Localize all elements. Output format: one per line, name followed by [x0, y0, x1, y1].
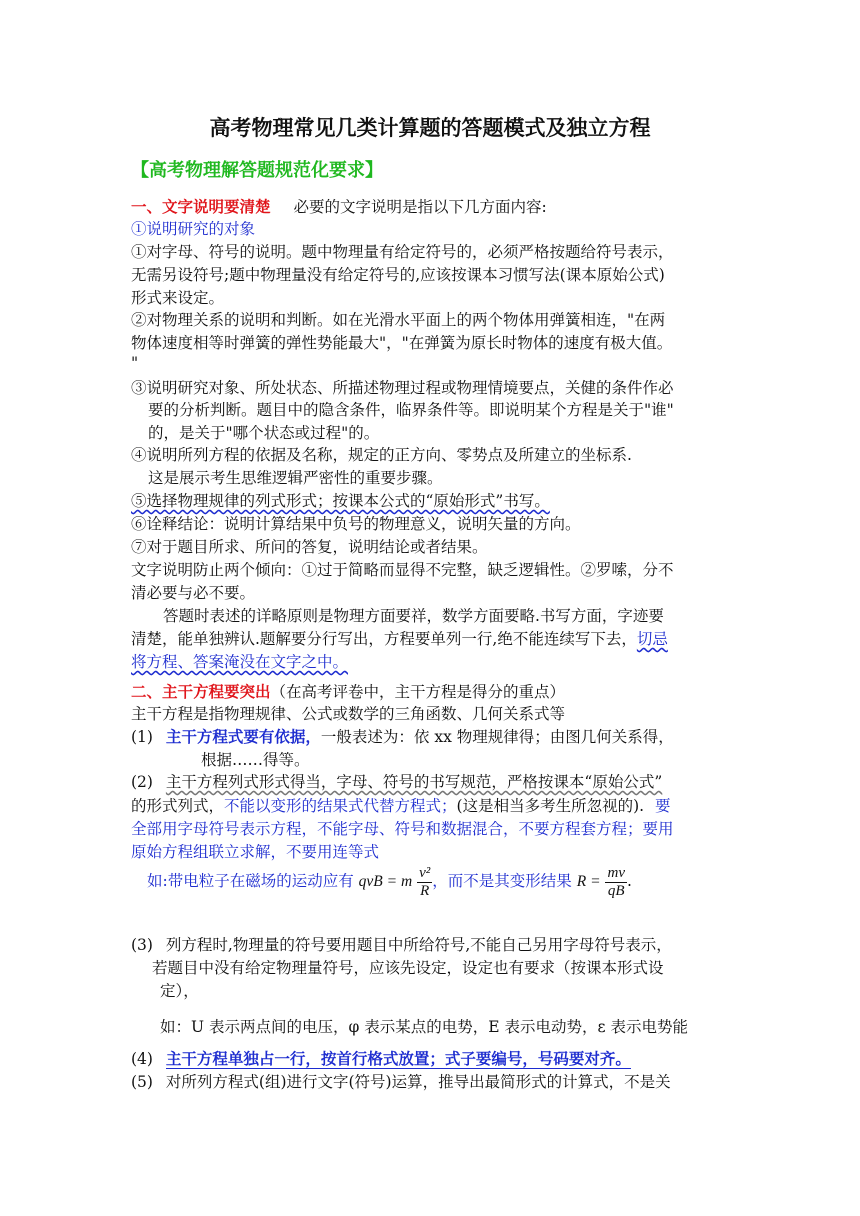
s1-line: 的，是关于"哪个状态或过程"的。: [148, 424, 380, 442]
s1-line: 要的分析判断。题目中的隐含条件，临界条件等。即说明某个方程是关于"谁": [148, 401, 674, 419]
formula-example: 如:带电粒子在磁场的运动应有 qvB = m $\frac{\text{v²}}{R}$ ，而不是其变形结果 R = $\frac{mv}{qB}$ .: [147, 864, 632, 899]
s1-line: [131, 490, 741, 512]
s2-line: 定），: [160, 982, 199, 1000]
s2-line: 原始方程组联立求解，不要用连等式: [131, 843, 380, 861]
section-heading: 【高考物理解答题规范化要求】: [131, 160, 383, 181]
s2-point-bold: 主干方程式要有依据，: [165, 728, 321, 746]
s2-text: (这是相当多考生所忽视的).: [456, 797, 645, 815]
s1-line: ①说明研究的对象: [131, 220, 256, 238]
s2-line: 如：U 表示两点间的电压，φ 表示某点的电势，E 表示电动势，ε 表示电势能: [160, 1018, 688, 1036]
s1-heading-line: [131, 196, 741, 218]
example-text: 如:带电粒子在磁场的运动应有: [147, 872, 354, 890]
s2-text: 的形式列式，: [131, 797, 225, 815]
s2-point-1: [131, 726, 741, 748]
s2-text-blue: 不能以变形的结果式代替方程式；: [224, 797, 457, 815]
s2-point-number: (1): [131, 728, 153, 746]
s1-line: 无需另设符号;题中物理量没有给定符号的,应该按课本习惯写法(课本原始公式): [131, 266, 665, 284]
s2-text-blue: 要: [655, 797, 671, 815]
s1-line: 答题时表述的详略原则是物理方面要祥，数学方面要略.书写方面，字迹要: [163, 607, 664, 625]
s1-line: ④说明所列方程的依据及名称，规定的正方向、零势点及所建立的坐标系.: [131, 446, 632, 464]
s2-line: [131, 795, 741, 817]
document-title: 高考物理常见几类计算题的答题模式及独立方程: [209, 116, 651, 140]
s1-emphasis: 将方程、答案淹没在文字之中。: [131, 653, 349, 671]
s2-point-5: [131, 1071, 741, 1093]
s1-line: ⑥诠释结论：说明计算结果中负号的物理意义，说明矢量的方向。: [131, 515, 581, 533]
example-text: ，而不是其变形结果: [432, 872, 572, 890]
s2-point-4: [131, 1048, 741, 1070]
s2-point-number: (2): [131, 773, 153, 791]
s2-point-bold: 主干方程单独占一行，按首行格式放置；式子要编号，号码要对齐。: [165, 1050, 631, 1068]
formula-numerator: mv: [607, 864, 625, 881]
s2-heading-note: （在高考评卷中，主干方程是得分的重点）: [270, 683, 566, 701]
s1-line: ③说明研究对象、所处状态、所描述物理过程或物理情境要点，关健的条件作必: [131, 379, 674, 397]
s1-line: ②对物理关系的说明和判断。如在光滑水平面上的两个物体用弹簧相连，"在两: [131, 311, 666, 329]
s2-heading-line: [131, 681, 741, 703]
s2-line: 全部用字母符号表示方程，不能字母、符号和数据混合，不要方程套方程；要用: [131, 820, 674, 838]
s1-line: [131, 651, 741, 673]
s1-line: ⑦对于题目所求、所问的答复，说明结论或者结果。: [131, 538, 488, 556]
s2-point-text: 对所列方程式(组)进行文字(符号)运算，推导出最简形式的计算式，不是关: [165, 1073, 671, 1091]
formula-lhs: qvB = m: [358, 873, 413, 890]
s1-line: ": [131, 354, 139, 372]
s2-line: 根据……得等。: [201, 751, 310, 769]
formula-denominator: qB: [607, 882, 625, 899]
s1-emphasis: 切忌: [636, 630, 668, 648]
s1-line: ①对字母、符号的说明。题中物理量有给定符号的，必须严格按题给符号表示，: [131, 243, 674, 261]
formula-lhs: R =: [576, 873, 601, 890]
s2-point-3: [131, 934, 741, 956]
formula-numerator: v²: [419, 864, 431, 881]
s2-heading: 二、主干方程要突出: [131, 683, 271, 701]
s2-point-number: (5): [131, 1073, 153, 1091]
s2-point-2: [131, 771, 741, 793]
s2-point-number: (3): [131, 936, 153, 954]
s1-line: 这是展示考生思维逻辑严密性的重要步骤。: [148, 469, 443, 487]
s2-line: 若题目中没有给定物理量符号，应该先设定，设定也有要求（按课本形式设: [152, 959, 664, 977]
s2-line: 主干方程是指物理规律、公式或数学的三角函数、几何关系式等: [131, 705, 566, 723]
s1-line: 形式来设定。: [131, 289, 225, 307]
s1-line: 清必要与必不要。: [131, 584, 256, 602]
s1-line-text: 清楚，能单独辨认.题解要分行写出，方程要单列一行,绝不能连续写下去，: [131, 630, 637, 648]
s2-point-text: 列方程时,物理量的符号要用题目中所给符号,不能自己另用字母符号表示，: [165, 936, 672, 954]
s1-intro: 必要的文字说明是指以下几方面内容:: [293, 198, 547, 216]
s1-line: 文字说明防止两个倾向：①过于简略而显得不完整，缺乏逻辑性。②罗嗦，分不: [131, 561, 674, 579]
s1-line-text: ⑤选择物理规律的列式形式；按课本公式的“原始形式”书写。: [131, 492, 550, 510]
s2-point-text: 一般表述为：依 xx 物理规律得；由图几何关系得，: [320, 728, 674, 746]
s1-heading: 一、文字说明要清楚: [131, 198, 271, 216]
s1-line: 物体速度相等时弹簧的弹性势能最大"，"在弹簧为原长时物体的速度有极大值。: [131, 334, 673, 352]
formula-fraction: [417, 865, 432, 900]
formula-fraction: [605, 865, 627, 900]
formula-denominator: R: [420, 882, 430, 899]
s2-point-text: 主干方程列式形式得当，字母、符号的书写规范，严格按课本“原始公式”: [165, 773, 663, 791]
s1-line: [131, 628, 741, 650]
s2-point-number: (4): [131, 1050, 153, 1068]
